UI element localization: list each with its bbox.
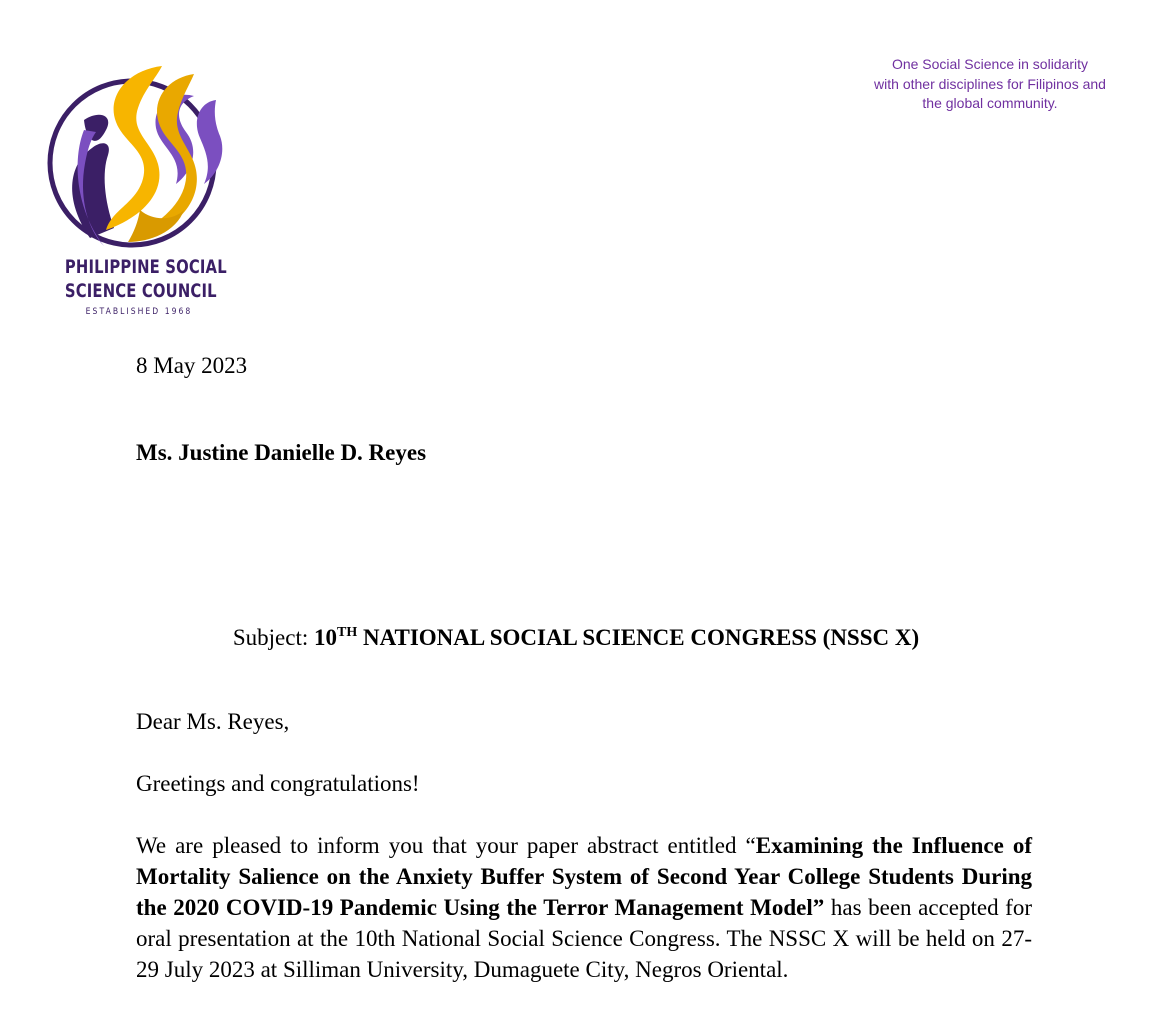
tagline-line3: the global community. bbox=[922, 95, 1058, 111]
subject-line bbox=[0, 622, 1152, 653]
letter-date: 8 May 2023 bbox=[136, 353, 248, 378]
subject-suffix: TH bbox=[336, 625, 358, 640]
paper-title: Examining the Influence of Mortality Salience on the Anxiety Buffer System of Second Year College Students During the 2020 COVID-19 Pandemic Using the Terror Management Model” bbox=[136, 833, 1032, 920]
pssc-emblem-icon bbox=[44, 60, 234, 260]
body-rest: has been accepted for oral presentation at the 10th National Social Science Congress. The NSSC X will be held on 27-29 July 2023 at Silliman University, Dumaguete City, Negros Oriental. bbox=[136, 895, 1033, 982]
greeting: Greetings and congratulations! bbox=[136, 771, 420, 796]
org-name bbox=[64, 255, 227, 303]
body-paragraph bbox=[136, 830, 1032, 985]
subject-label: Subject: bbox=[232, 625, 309, 650]
pssc-logo bbox=[44, 60, 234, 322]
tagline bbox=[840, 55, 1140, 114]
salutation: Dear Ms. Reyes, bbox=[136, 709, 290, 734]
recipient-name: Ms. Justine Danielle D. Reyes bbox=[136, 440, 427, 465]
subject-title-text: NATIONAL SOCIAL SCIENCE CONGRESS (NSSC X) bbox=[362, 625, 920, 650]
subject-title bbox=[314, 625, 919, 650]
tagline-line2: with other disciplines for Filipinos and bbox=[874, 75, 1106, 92]
established-label: ESTABLISHED 1968 bbox=[85, 307, 193, 317]
org-name-line1: PHILIPPINE SOCIAL bbox=[64, 256, 227, 278]
subject-number: 10 bbox=[313, 625, 337, 650]
org-name-line2: SCIENCE COUNCIL bbox=[64, 280, 217, 302]
tagline-line1: One Social Science in solidarity bbox=[891, 56, 1089, 72]
body-intro: We are pleased to inform you that your paper abstract entitled “ bbox=[136, 833, 756, 858]
